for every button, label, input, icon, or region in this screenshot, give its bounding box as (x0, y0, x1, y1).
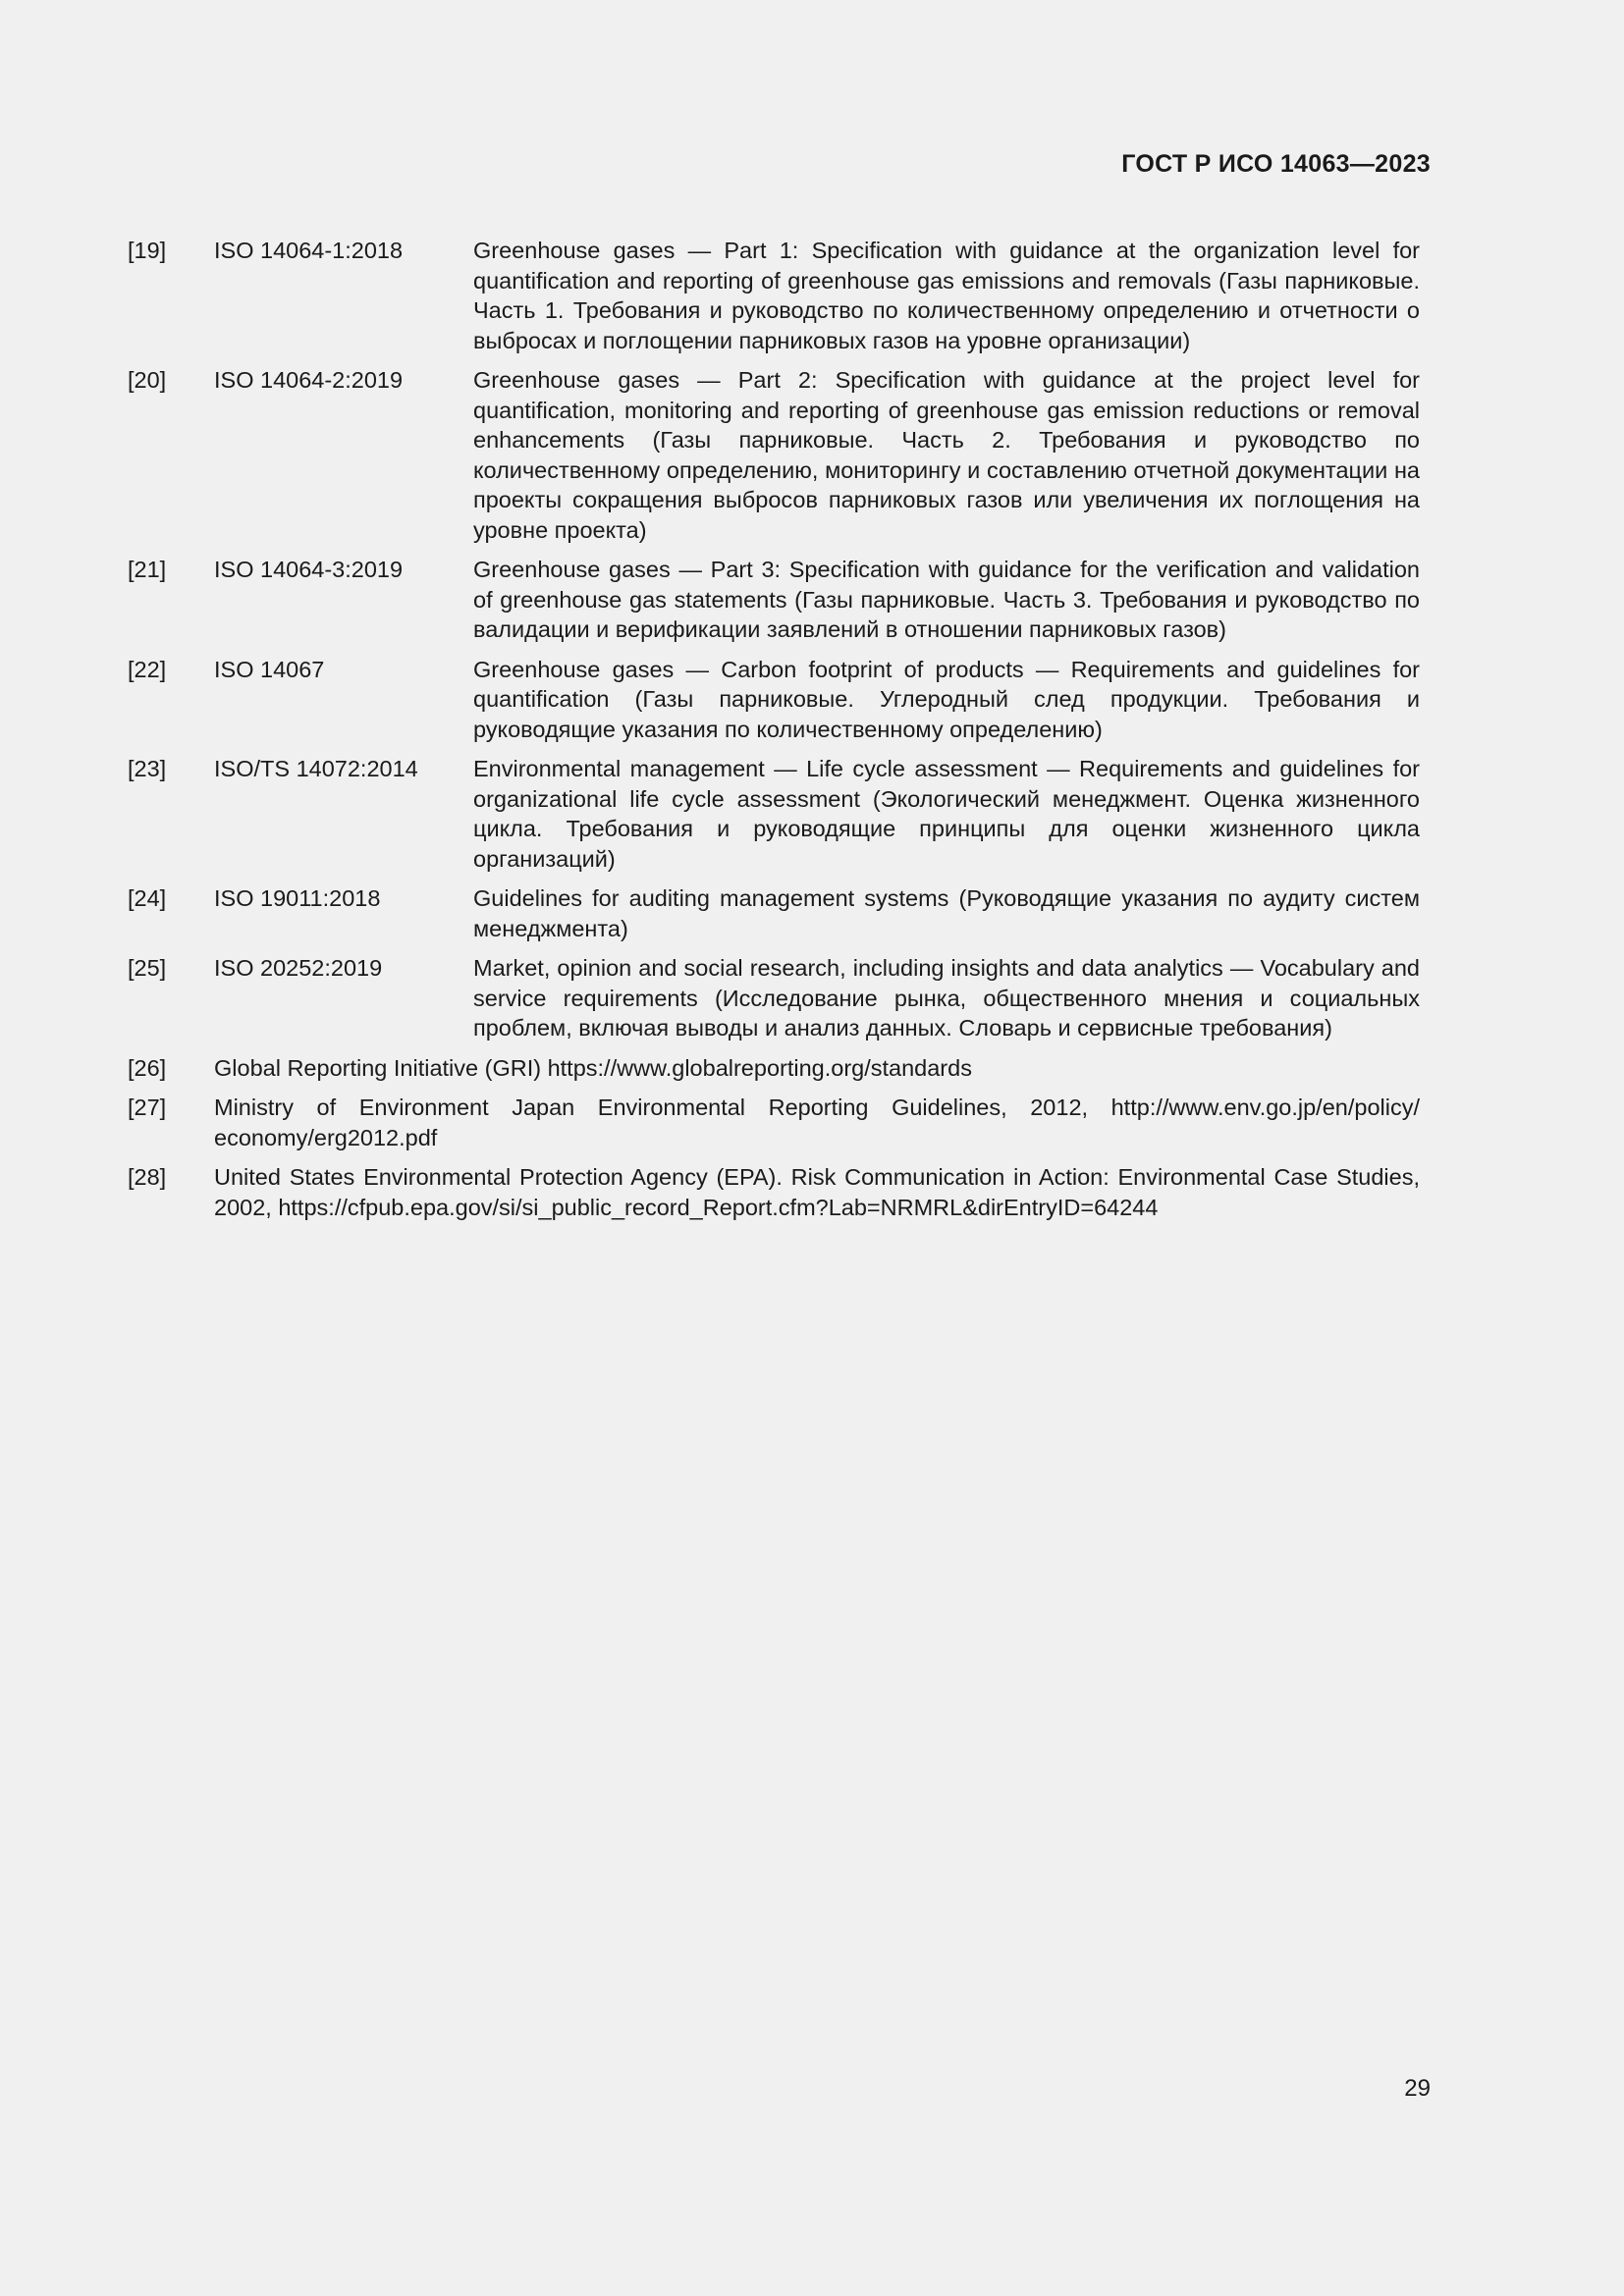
entry-number: [20] (128, 367, 167, 393)
entry-standard-code: ISO 19011:2018 (214, 885, 381, 911)
entry-title: Ministry of Environment Japan Environmental Reporting Guidelines, 2012, http://www.env.go.jp/en/policy/ economy/erg2012.pdf (214, 1095, 1420, 1150)
entry-title: Greenhouse gases — Part 1: Specification with guidance at the organization level for quantification and reporting of greenhouse gas emissions and removals (Газы парниковые. Часть 1. Требования и руководство по количественному определению и отчетности о выбросах и поглощении парниковых газов на уровне организации) (473, 238, 1420, 353)
entry-standard-code: ISO 20252:2019 (214, 955, 383, 981)
bibliography-entry (128, 555, 1420, 645)
bibliography-entry (128, 883, 1420, 943)
entry-title: Greenhouse gases — Carbon footprint of products — Requirements and guidelines for quantification (Газы парниковые. Углеродный след продукции. Требования и руководящие указания по количественному определению) (473, 656, 1420, 742)
entry-number: [19] (128, 238, 167, 263)
entry-title: Global Reporting Initiative (GRI) https://www.globalreporting.org/standards (214, 1054, 972, 1081)
entry-number: [26] (128, 1054, 167, 1081)
page-header-standard-id: ГОСТ Р ИСО 14063—2023 (1121, 150, 1431, 178)
entry-number: [28] (128, 1164, 167, 1190)
entry-title: United States Environmental Protection Agency (EPA). Risk Communication in Action: Environmental Case Studies, 2002, https://cfpub.epa.gov/si/si_public_record_Report.cfm?Lab=NRMRL&dirEntryID=64244 (214, 1164, 1420, 1220)
entry-number: [27] (128, 1095, 167, 1120)
entry-number: [24] (128, 885, 167, 911)
bibliography-entry (128, 953, 1420, 1043)
bibliography-entry (128, 1093, 1420, 1152)
entry-number: [22] (128, 656, 167, 682)
entry-title: Greenhouse gases — Part 2: Specification with guidance at the project level for quantification, monitoring and reporting of greenhouse gas emission reductions or removal enhancements (Газы парниковые. Часть 2. Требования и руководство по количественному определению, мониторингу и составлению отчетной документации на проекты сокращения выбросов парниковых газов или увеличения их поглощения на уровне проекта) (473, 367, 1420, 543)
entry-title: Market, opinion and social research, including insights and data analytics — Vocabulary and service requirements (Исследование рынка, общественного мнения и социальных проблем, включая выводы и анализ данных. Словарь и сервисные требования) (473, 955, 1420, 1041)
entry-number: [23] (128, 756, 167, 781)
entry-standard-code: ISO 14064-1:2018 (214, 238, 404, 263)
entry-title: Greenhouse gases — Part 3: Specification with guidance for the verification and validation of greenhouse gas statements (Газы парниковые. Часть 3. Требования и руководство по валидации и верификации заявлений в отношении парниковых газов) (473, 557, 1420, 642)
bibliography-list (128, 236, 1420, 1232)
entry-title: Guidelines for auditing management systems (Руководящие указания по аудиту систем менеджмента) (473, 885, 1420, 941)
bibliography-entry (128, 754, 1420, 874)
bibliography-entry (128, 655, 1420, 745)
bibliography-entry (128, 1053, 1420, 1084)
entry-title: Environmental management — Life cycle assessment — Requirements and guidelines for organizational life cycle assessment (Экологический менеджмент. Оценка жизненного цикла. Требования и руководящие принципы для оценки жизненного цикла организаций) (473, 756, 1420, 872)
entry-standard-code: ISO 14064-2:2019 (214, 367, 404, 393)
entry-standard-code: ISO/TS 14072:2014 (214, 756, 418, 781)
bibliography-entry (128, 1162, 1420, 1222)
page-number: 29 (1404, 2075, 1431, 2102)
bibliography-entry (128, 365, 1420, 545)
entry-number: [21] (128, 557, 167, 582)
bibliography-entry (128, 236, 1420, 355)
entry-standard-code: ISO 14064-3:2019 (214, 557, 404, 582)
entry-standard-code: ISO 14067 (214, 656, 325, 682)
entry-number: [25] (128, 955, 167, 981)
